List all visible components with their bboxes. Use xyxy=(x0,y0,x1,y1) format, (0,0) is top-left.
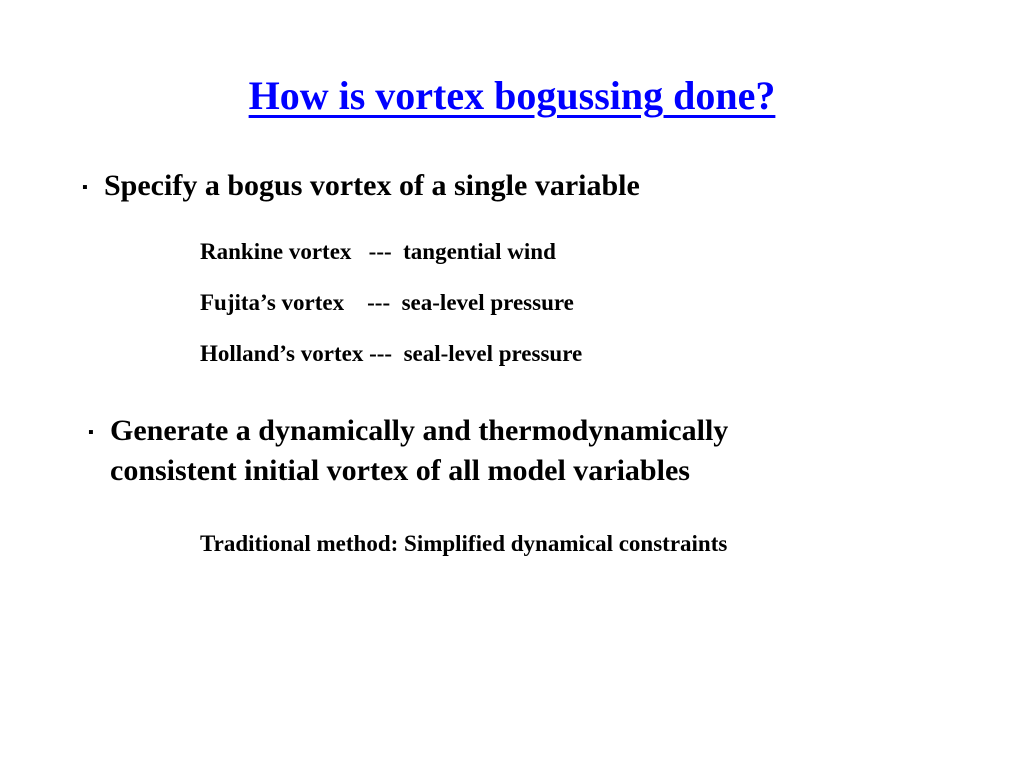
bullet-text: Specify a bogus vortex of a single variable xyxy=(104,169,640,202)
bullet-item-generate-initial-vortex xyxy=(88,411,728,491)
bullet-square-icon: ▪ xyxy=(82,179,88,196)
subitem-traditional-method: Traditional method: Simplified dynamical constraints xyxy=(200,531,728,556)
subitem-rankine-vortex: Rankine vortex --- tangential wind xyxy=(200,239,556,264)
bullet-item-specify-bogus-vortex xyxy=(82,166,640,208)
bullet-text-line-2: consistent initial vortex of all model variables xyxy=(110,454,690,487)
subitem-holland-vortex: Holland’s vortex --- seal-level pressure xyxy=(200,341,583,366)
bullet-text-line-1: Generate a dynamically and thermodynamically xyxy=(110,414,729,447)
subitem-fujita-vortex: Fujita’s vortex --- sea-level pressure xyxy=(200,290,574,315)
bullet-square-icon: ▪ xyxy=(88,424,94,441)
slide-title: How is vortex bogussing done? xyxy=(248,73,776,118)
